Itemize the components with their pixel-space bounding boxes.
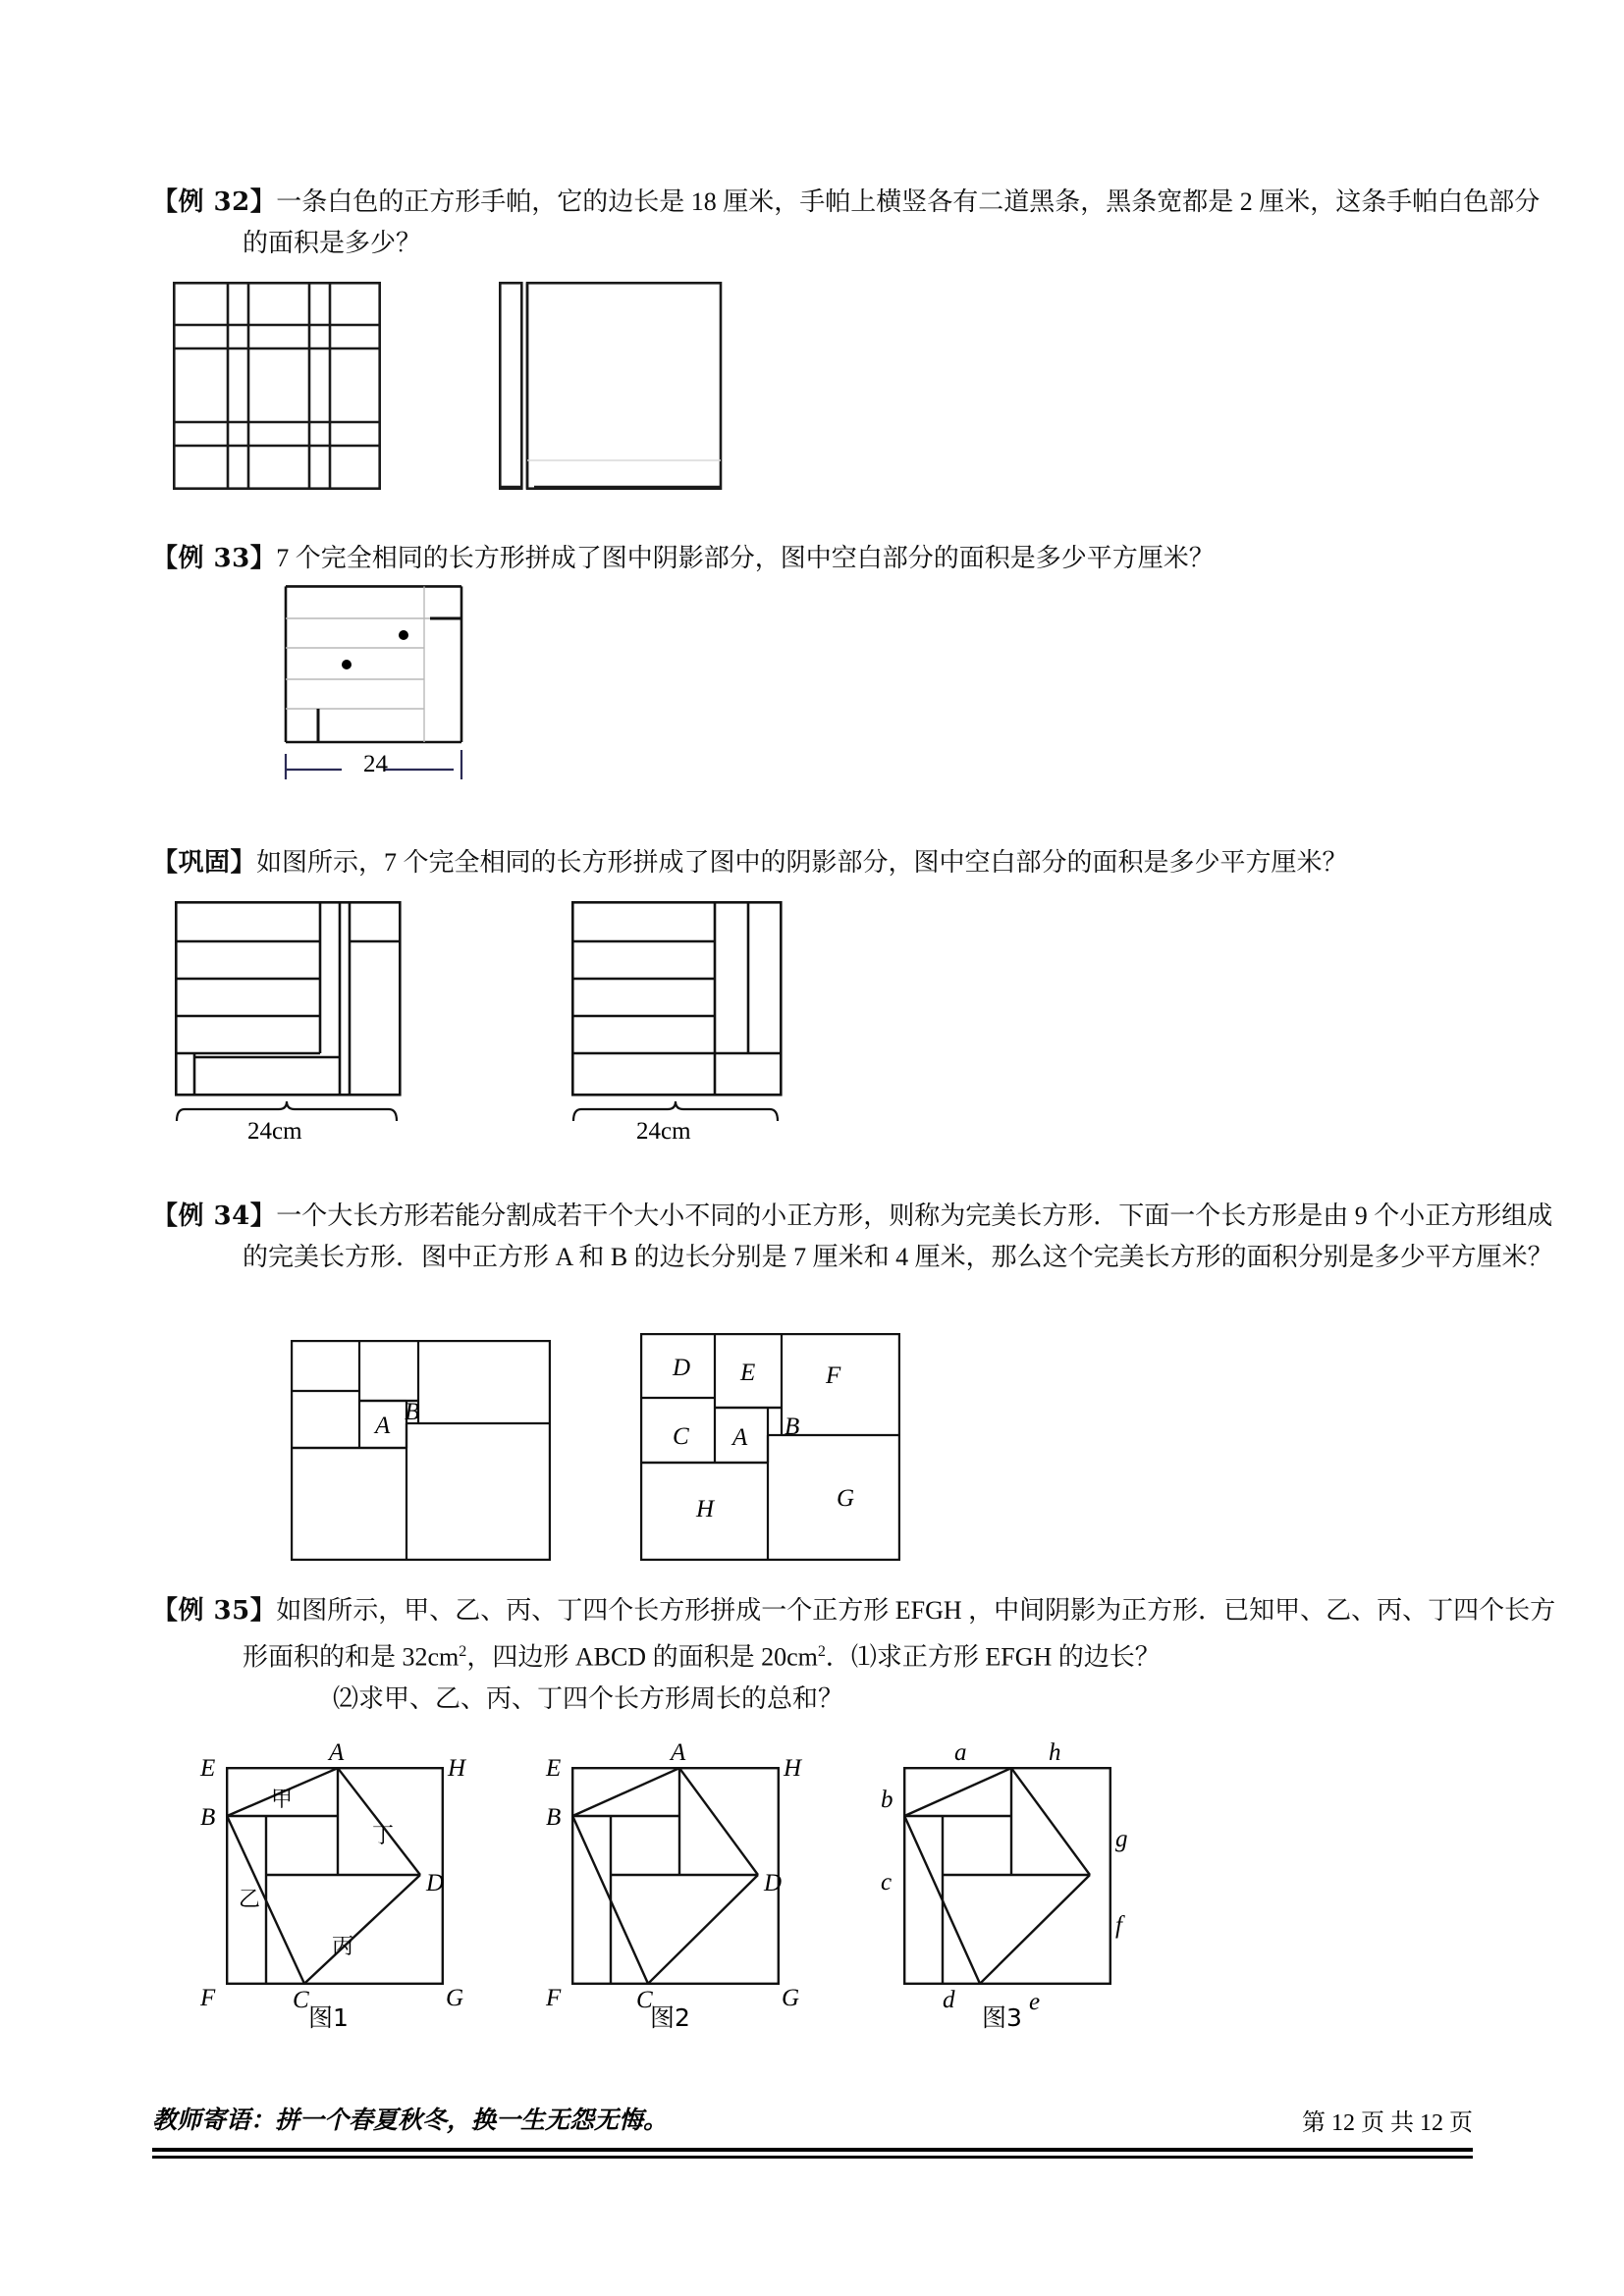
fig1-region-ding: 丁: [372, 1824, 395, 1848]
fig1-label-H: H: [448, 1755, 466, 1782]
footer-rule-bottom: [152, 2156, 1473, 2159]
square-label-E: E: [740, 1360, 756, 1386]
problem-text-ex35-part3: ．⑴求正方形 EFGH 的边长？: [825, 1642, 1161, 1672]
fig3-label-f: f: [1115, 1912, 1122, 1939]
square-label-D: D: [673, 1355, 691, 1381]
fig2-label-H: H: [784, 1755, 802, 1782]
fig3-label-d: d: [943, 1987, 955, 2013]
teacher-message-label: 教师寄语：: [152, 2106, 276, 2134]
dimension-label-ex33: 24: [363, 751, 388, 777]
fig2-label-D: D: [764, 1870, 783, 1896]
fig3-label-a: a: [954, 1739, 967, 1766]
figure-seven-rectangles-right: [571, 901, 784, 1097]
footer-rule-top: [152, 2148, 1473, 2152]
page-footer: [152, 2101, 1473, 2169]
square-label-A-plain: A: [375, 1413, 391, 1439]
page-number: 第 12 页 共 12 页: [1302, 2110, 1473, 2136]
fig3-caption: 图3: [982, 2003, 1022, 2032]
problem-tag-gonggu: 【巩固】: [152, 848, 257, 878]
teacher-message-text: 拼一个春夏秋冬，换一生无怨无悔。: [275, 2106, 669, 2134]
problem-tag-ex32: 【例 32】: [152, 187, 277, 217]
fig2-label-F: F: [546, 1985, 562, 2011]
square-label-B-labeled: B: [785, 1414, 800, 1440]
problem-text-ex32: 一条白色的正方形手帕，它的边长是 18 厘米，手帕上横竖各有二道黑条，黑条宽都是 2 厘米，这条手帕白色部分的面积是多少？: [243, 187, 1541, 257]
square-label-F: F: [826, 1362, 841, 1389]
problem-tag-ex34: 【例 34】: [152, 1201, 277, 1231]
figure-handkerchief-grid: [173, 282, 381, 490]
square-label-B-plain: B: [405, 1399, 420, 1425]
problem-ex34: [152, 1196, 1563, 1278]
fig1-label-B: B: [200, 1804, 216, 1831]
figure-efgh-fig1: [200, 1739, 466, 2032]
fig1-label-A: A: [329, 1739, 345, 1766]
problem-ex35: [152, 1590, 1563, 1720]
problem-tag-ex33: 【例 33】: [152, 544, 277, 573]
fig3-label-g: g: [1115, 1826, 1128, 1852]
fig2-label-A: A: [671, 1739, 686, 1766]
fig1-label-D: D: [426, 1870, 445, 1896]
fig1-label-E: E: [200, 1755, 216, 1782]
figure-perfect-rectangle-plain: [291, 1340, 551, 1561]
fig1-label-C: C: [293, 1987, 309, 2013]
problem-text-ex35-part1: 如图所示，甲、乙、丙、丁四个长方形拼成一个正方形 EFGH ，中间阴影为正方形．已知甲、乙、丙、丁四个长方形面积的和是 32cm: [243, 1596, 1556, 1672]
figure-efgh-fig3: [881, 1739, 1128, 2032]
figure-perfect-rectangle-labeled: [640, 1333, 900, 1561]
fig3-label-h: h: [1049, 1739, 1061, 1766]
problem-ex33: [152, 538, 1563, 579]
square-label-H: H: [696, 1496, 715, 1522]
problem-ex32: [152, 182, 1563, 264]
fig1-label-F: F: [200, 1985, 216, 2011]
dimension-label-gonggu-right: 24cm: [636, 1118, 691, 1145]
fig3-label-b: b: [881, 1787, 893, 1813]
figure-handkerchief-shifted: [499, 282, 727, 490]
square-label-C: C: [673, 1423, 689, 1450]
figure-seven-rectangles-left: [175, 901, 403, 1097]
fig1-caption: 图1: [308, 2003, 349, 2032]
unit-exponent-2: 2: [817, 1643, 826, 1660]
teacher-message: [152, 2101, 668, 2136]
fig1-region-yi: 乙: [239, 1888, 261, 1912]
fig2-label-G: G: [782, 1985, 800, 2011]
fig2-label-C: C: [636, 1987, 653, 2013]
unit-exponent-1: 2: [459, 1643, 467, 1660]
figure-efgh-fig2: [546, 1739, 802, 2032]
fig3-label-e: e: [1029, 1989, 1041, 2015]
fig2-caption: 图2: [650, 2003, 690, 2032]
problem-text-ex35-part4: ⑵求甲、乙、丙、丁四个长方形周长的总和？: [333, 1683, 844, 1713]
problem-text-ex34: 一个大长方形若能分割成若干个大小不同的小正方形，则称为完美长方形．下面一个长方形是由 9 个小正方形组成的完美长方形．图中正方形 A 和 B 的边长分别是 7 厘米和 4 厘米，那么这个完美长方形的面积分别是多少平方厘米？: [243, 1201, 1553, 1271]
fig2-label-E: E: [546, 1755, 562, 1782]
fig1-label-G: G: [446, 1985, 464, 2011]
fig1-region-bing: 丙: [332, 1935, 354, 1959]
problem-gonggu: [152, 842, 1563, 883]
problem-text-ex33: 7 个完全相同的长方形拼成了图中阴影部分，图中空白部分的面积是多少平方厘米？: [276, 544, 1215, 572]
square-label-A-labeled: A: [732, 1424, 748, 1451]
problem-text-gonggu: 如图所示，7 个完全相同的长方形拼成了图中的阴影部分，图中空白部分的面积是多少平方厘米？: [256, 848, 1348, 877]
fig3-label-c: c: [881, 1869, 893, 1896]
problem-tag-ex35: 【例 35】: [152, 1596, 277, 1626]
fig1-region-jia: 甲: [271, 1788, 294, 1812]
square-label-G: G: [837, 1485, 855, 1512]
dimension-label-gonggu-left: 24cm: [247, 1118, 302, 1145]
fig2-label-B: B: [546, 1804, 562, 1831]
figure-seven-rectangles-faded: [267, 585, 481, 754]
problem-text-ex35-part2: ，四边形 ABCD 的面积是 20cm: [466, 1642, 818, 1672]
